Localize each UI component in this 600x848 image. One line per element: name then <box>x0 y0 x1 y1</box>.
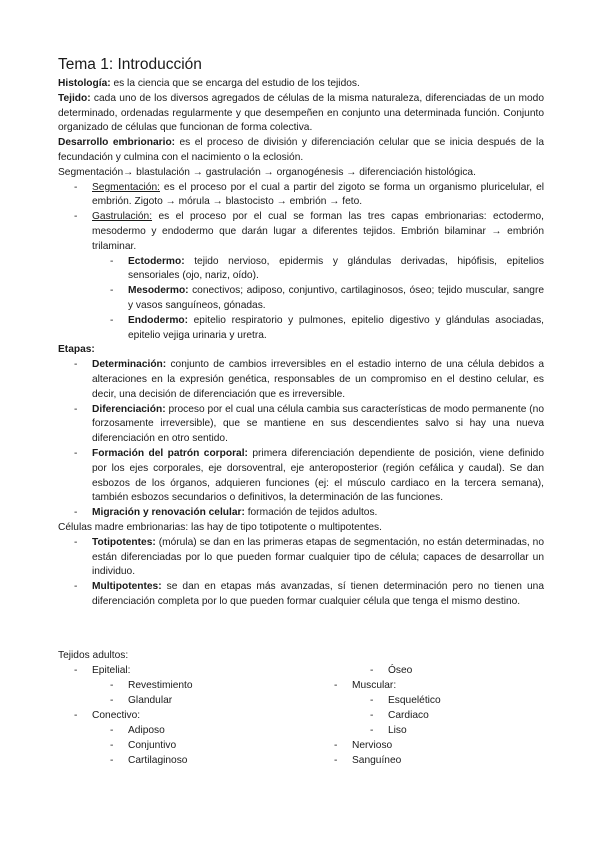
dash-marker: - <box>74 536 78 548</box>
tissues-right-column <box>334 663 544 768</box>
tissue-adiposo: - Adiposo <box>110 725 165 736</box>
tissue-oseo: - Óseo <box>370 665 413 676</box>
segmentation-sequence: Segmentación→ blastulación → gastrulación → organogénesis → diferenciación histológica. <box>58 166 476 178</box>
tissue-revestimiento: - Revestimiento <box>110 680 193 691</box>
tissue-epitelial: - Epitelial: <box>74 665 131 676</box>
dash-marker: - <box>74 581 78 593</box>
dash-marker: - <box>110 255 114 267</box>
list-item-diferenciacion: - Diferenciación: proceso por el cual una célula cambia sus características de modo permanente (no forzosamente irreversible), que se mantiene en sus descendientes salvo si hay una nueva diferenciación en otro sentido. <box>74 403 544 445</box>
stem-cells-intro: Células madre embrionarias: las hay de tipo totipotente o multipotentes. <box>58 521 382 533</box>
dash-marker: - <box>74 181 78 193</box>
tissue-conjuntivo: - Conjuntivo <box>110 740 177 751</box>
tissue-cardiaco: - Cardiaco <box>370 710 429 721</box>
section-etapas: Etapas: <box>58 344 95 356</box>
list-item-totipotentes: - Totipotentes: (mórula) se dan en las primeras etapas de segmentación, no están determinadas, no están diferenciadas por lo que pueden formar cualquier tipo de célula; capaces de desarrollar un individuo. <box>74 536 544 578</box>
term: Histología: <box>58 78 111 89</box>
list-item-multipotentes: - Multipotentes: se dan en etapas más avanzadas, sí tienen determinación pero no tienen una diferenciación completa por lo que pueden formar cualquier célula que tenga el mismo destino. <box>74 581 544 607</box>
definition-desarrollo: Desarrollo embrionario: es el proceso de división y diferenciación celular que se inicia después de la fecundación y culmina con el nacimiento o la eclosión. <box>58 137 544 163</box>
term: Tejido: <box>58 92 91 104</box>
list-item-formacion: - Formación del patrón corporal: primera diferenciación dependiente de posición, viene definido por los ejes corporales, eje dorsoventral, eje anteroposterior (región cefálica y caudal). Se dan esbozos de los órganos, adquieren funciones (ej: el músculo cardiaco en la tercera semana), también esbozos secundarios o definitivos, la determinación de las funciones. <box>74 447 544 504</box>
list-item-ectodermo: - Ectodermo: tejido nervioso, epidermis y glándulas derivadas, hipófisis, epitelios sensoriales (ojo, nariz, oído). <box>110 255 544 282</box>
tissue-liso: - Liso <box>370 725 407 736</box>
dash-marker: - <box>74 507 78 519</box>
dash-marker: - <box>74 359 78 371</box>
term: Desarrollo embrionario: <box>58 137 176 149</box>
page-title: Tema 1: Introducción <box>58 56 202 73</box>
tissue-nervioso: - Nervioso <box>334 740 393 751</box>
definition-tejido: Tejido: cada uno de los diversos agregados de células de la misma naturaleza, diferenciadas de un modo determinado, ordenadas regularmente y que desempeñen en conjunto una determinada función. Conjunto organizado de células que funcionan de forma colectiva. <box>58 92 544 134</box>
tissue-esqueletico: - Esquelético <box>370 695 441 706</box>
dash-marker: - <box>74 211 78 223</box>
dash-marker: - <box>110 285 114 297</box>
tissue-cartilaginoso: - Cartilaginoso <box>110 755 188 766</box>
tissue-glandular: - Glandular <box>110 695 173 706</box>
list-item-gastrulacion: - Gastrulación: es el proceso por el cual se forman las tres capas embrionarias: ectodermo, mesodermo y endodermo que darán lugar a diferentes tejidos. Embrión bilaminar → embrión trilaminar. <box>74 211 544 252</box>
tissue-conectivo: - Conectivo: <box>74 710 141 721</box>
document-page <box>58 56 544 610</box>
dash-marker: - <box>110 314 114 326</box>
tissue-muscular: - Muscular: <box>334 680 397 691</box>
dash-marker: - <box>74 403 78 415</box>
list-item-determinacion: - Determinación: conjunto de cambios irreversibles en el estadio interno de una célula debidos a alteraciones en la expresión genética, responsables de un compromiso en el destino celular, es decir, una decisión de diferenciación que es irreversible. <box>74 359 544 400</box>
tissues-left-column <box>58 648 318 768</box>
list-item-mesodermo: - Mesodermo: conectivos; adiposo, conjuntivo, cartilaginosos, óseo; tejido muscular, sangre y vasos sanguíneos, gónadas. <box>110 285 544 311</box>
dash-marker: - <box>74 447 78 459</box>
tissue-sanguineo: - Sanguíneo <box>334 755 402 766</box>
tissues-title: Tejidos adultos: <box>58 650 129 661</box>
definition-histologia: Histología: es la ciencia que se encarga del estudio de los tejidos. <box>58 78 360 89</box>
list-item-migracion: - Migración y renovación celular: formación de tejidos adultos. <box>58 506 544 521</box>
list-item-segmentacion: - Segmentación: es el proceso por el cual a partir del zigoto se forma un organismo pluricelular, el embrión. Zigoto → mórula → blastocisto → embrión → feto. <box>74 181 544 208</box>
list-item-endodermo: - Endodermo: epitelio respiratorio y pulmones, epitelio digestivo y glándulas asociadas, epitelio vejiga urinaria y uretra. <box>110 314 544 341</box>
